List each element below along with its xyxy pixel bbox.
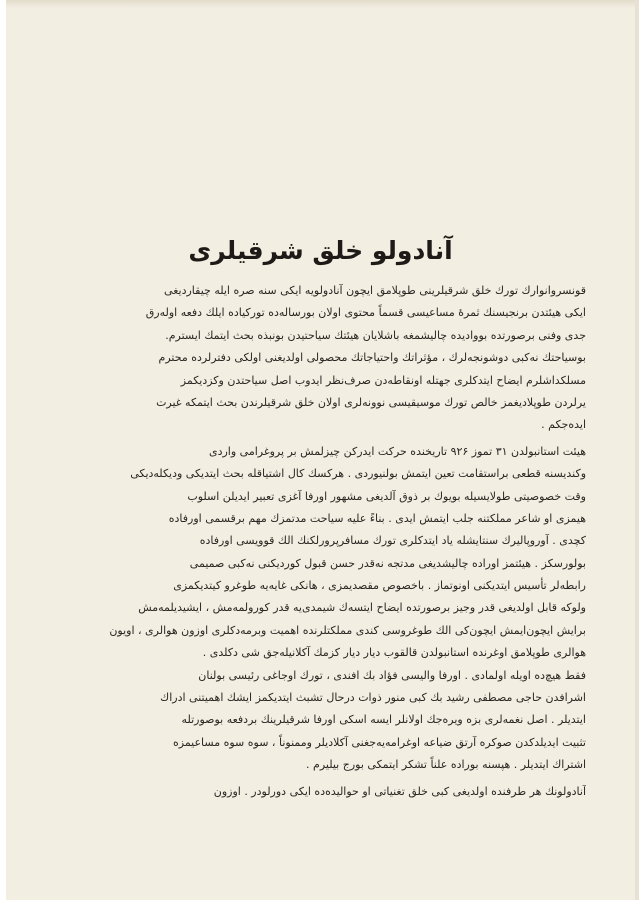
text-line: اشتراك ایتدیلر . هپسنه بوراده علناً تشکر ایتمکی بورج بیلیرم .: [306, 758, 586, 772]
page-top-edge: [6, 0, 635, 8]
text-line: وکندیسنه قطعی براستقامت تعین ایتمش بولنیوردی . هرکسك کال اشتیاقله بحث ایتدیکی ودیکله‌دیکی: [130, 467, 586, 481]
text-line: تثبیت ایدیلدکدن صوکره آرتق ضیاعه اوغرامه‌یه‌جغنی آکلادیلر وممنوناً ، سوه سوه مساعیمزه: [172, 735, 586, 749]
paragraph-2: [64, 441, 586, 777]
paragraph-3: [64, 781, 586, 803]
text-line: بولورسکز . هیئتمز اوراده چالیشدیغی مدتجه نه‌قدر حسن قبول کوردیکنی نه‌کبی صمیمی: [189, 556, 586, 570]
text-line: اشرافدن حاجی مصطفی رشید بك کبی منور ذوات درحال تشبث ایتدیکمز ایشك اهمیتنی ادراك: [160, 691, 586, 705]
paragraph-1: [64, 280, 586, 437]
text-line: وقت خصوصیتی طولایسیله بویوك بر ذوق آلدیغی مشهور اورفا آغزی تعبیر ایدیلن اسلوب: [187, 489, 586, 503]
text-line: یرلردن طوپلادیغمز خالص تورك موسیقیسی نوونه‌لری اولان خلق شرقیلرندن بحث ایتمکه غیرت: [156, 395, 586, 409]
text-line: ایکی هیئتدن برنجیسنك ثمرهٔ مساعیسی قسماً محتوی اولان بورساله‌ده تورکیاده ایلك دفعه اوله‌رق: [145, 306, 586, 320]
text-line: ایده‌جکم .: [541, 418, 586, 432]
text-line: رابطه‌لر تأسیس ایتدیکنی اونوتماز . باخصوص مقصدیمزی ، هانکی غایه‌یه طوغرو کیتدیکمزی: [173, 579, 586, 593]
article-title: آنادولو خلق شرقیلری: [188, 236, 453, 265]
text-line: ایتدیلر . اصل نغمه‌لری بزه ویره‌جك اولانلر ایسه اسکی اورفا شرقیلرینك بردفعه بوصورتله: [181, 713, 586, 727]
text-line: برایش ایچون‌ایمش ایچون‌کی الك طوغروسی کندی مملکتلرنده اهمیت وبرمه‌دکلری اوزون هوالری ، اویون: [109, 623, 586, 637]
text-line: کچدی . آوروپالیرك سنتایشله یاد ایتدکلری تورك مسافرپرورلکنك الك قوویسی اورفاده: [199, 534, 586, 548]
text-line: هیئت استانبولدن ۳۱ تموز ۹۲۶ تاریخنده حرکت ایدرکن چیزلمش بر پروغرامی واردی: [208, 444, 586, 458]
text-line: بوسیاحتك نه‌کبی دوشونجه‌لرك ، مؤثراتك واحتیاجاتك محصولی اولدیغنی اولکی دفترلرده محترم: [158, 351, 586, 365]
text-line: مسلکداشلرم ایضاح ایتدکلری جهتله اونقاطه‌دن صرف‌نظر ایدوب اصل سیاحتدن وکزدیکمز: [180, 373, 586, 387]
article-body: [64, 280, 586, 803]
text-line: قونسروانوارك تورك خلق شرقیلرینی طوپلامق ایچون آنادولویه ایکی سنه صره ایله چیقاردیغی: [164, 284, 586, 297]
text-line: هیمزی او شاعر مملکتنه جلب ایتمش ایدی . بناءً علیه سیاحت مدتمزك مهم برقسمی اورفاده: [168, 511, 586, 525]
text-line: جدی وفنی برصورتده بووادیده چالیشمغه باشلایان هیئتك سیاحتیدن بونبذه بحث ایتمك ایسترم.: [165, 328, 586, 342]
text-line: هوالری طوپلامق اوغرنده استانبولدن قالقوب دیار دیار کزمك آکلانیله‌جق شی دکلدی .: [202, 646, 586, 660]
text-line: ولوکه قابل اولدیغی قدر وجیز برصورتده ایضاح ایتسه‌ك شیمدی‌یه قدر کورولمه‌مش ، ایشیدیلمه‌مش: [138, 601, 586, 615]
text-line: فقط هیچ‌ده اویله اولمادی . اورفا والیسی فؤاد بك افندی ، تورك اوجاغی رئیسی بولنان: [198, 668, 586, 682]
text-line: آنادولونك هر طرفنده اولدیغی کبی خلق تغنیاتی او حوالیده‌ده ایکی دورلودر . اوزون: [213, 784, 586, 798]
